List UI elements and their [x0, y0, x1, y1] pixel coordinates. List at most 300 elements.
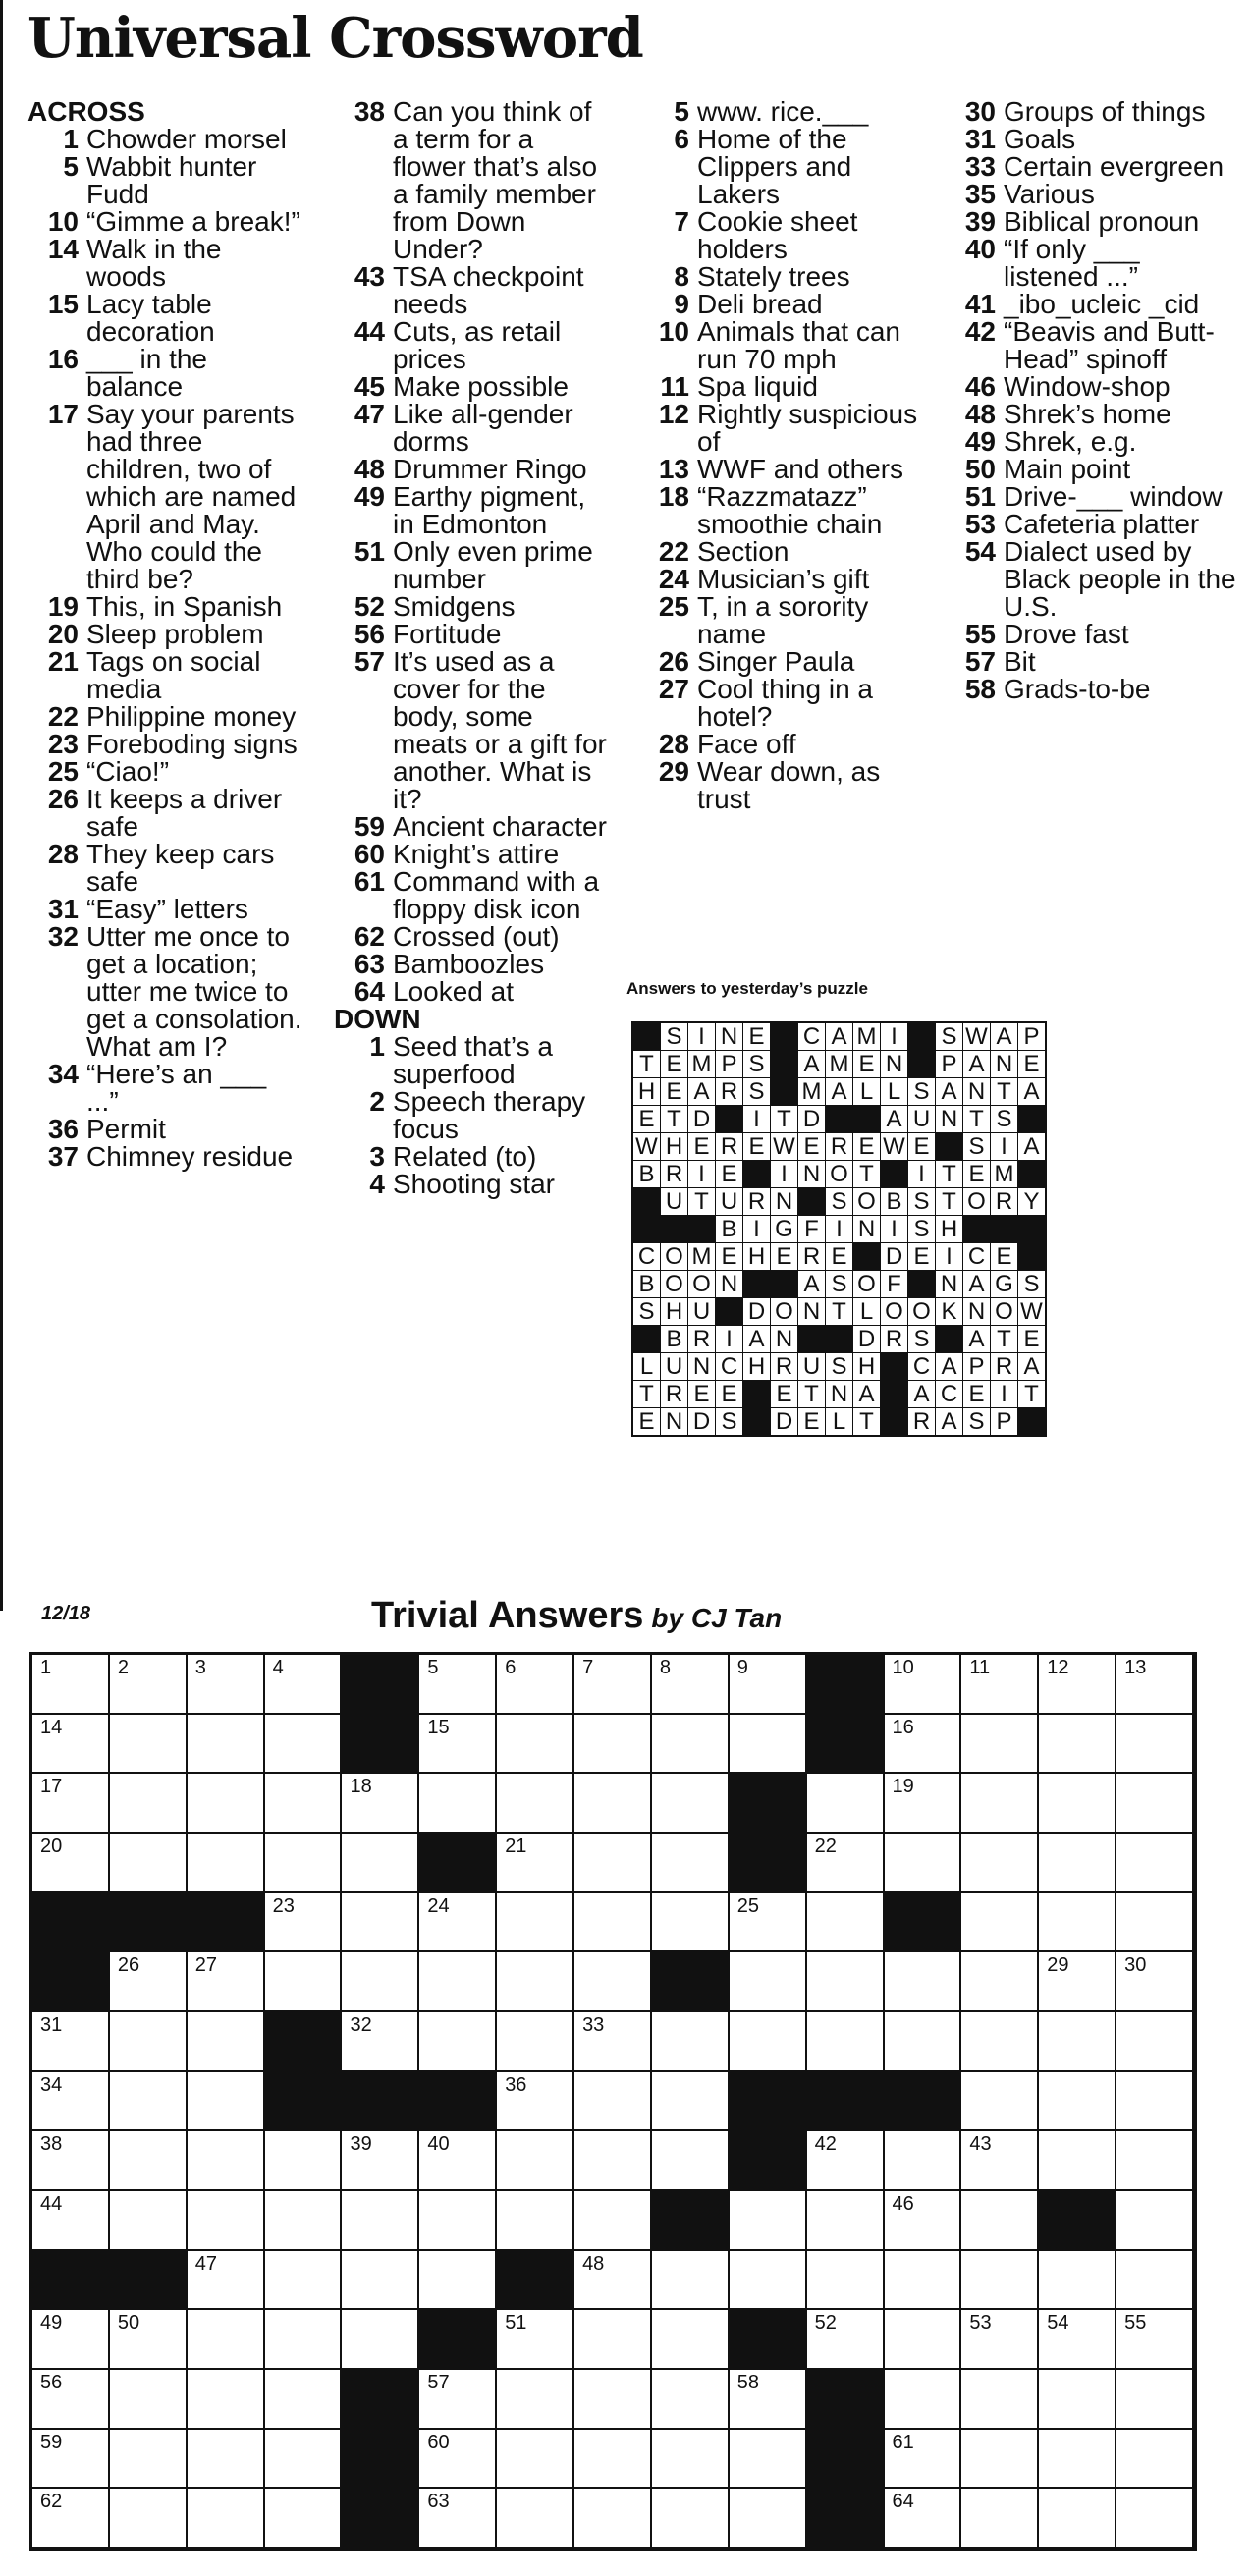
grid-cell[interactable] [807, 2251, 885, 2311]
grid-cell[interactable] [961, 1893, 1039, 1953]
clue-text: Cuts, as retail prices [393, 316, 562, 374]
grid-cell[interactable] [497, 1715, 574, 1775]
grid-cell[interactable] [885, 2489, 962, 2549]
grid-cell[interactable] [497, 2430, 574, 2490]
answer-letter: N [716, 1023, 743, 1051]
down-clue [945, 98, 1239, 126]
grid-cell[interactable] [497, 1774, 574, 1834]
grid-cell[interactable] [574, 1893, 652, 1953]
across-clue [27, 346, 302, 401]
clue-text: “Beavis and Butt-Head” spinoff [1004, 316, 1215, 374]
grid-number: 39 [350, 2133, 372, 2156]
across-clue [334, 923, 609, 951]
answer-block [771, 1023, 798, 1051]
grid-cell[interactable] [807, 2012, 885, 2072]
grid-cell[interactable] [574, 2370, 652, 2430]
grid-cell[interactable] [32, 1774, 110, 1834]
grid-cell[interactable] [265, 2489, 343, 2549]
grid-cell[interactable] [730, 1952, 807, 2012]
answer-letter: N [798, 1298, 826, 1326]
grid-cell[interactable] [807, 1952, 885, 2012]
grid-cell[interactable] [652, 2072, 730, 2132]
grid-cell[interactable] [730, 2489, 807, 2549]
clue-number: 38 [354, 96, 385, 127]
clue-text: Bamboozles [393, 949, 545, 979]
grid-cell[interactable] [1039, 1774, 1116, 1834]
clue-text: Wear down, as trust [697, 756, 881, 814]
clue-text: “Gimme a break!” [86, 206, 300, 237]
grid-cell[interactable] [32, 2430, 110, 2490]
clue-number: 25 [658, 591, 689, 622]
across-clue [27, 841, 302, 896]
grid-cell[interactable] [32, 1715, 110, 1775]
grid-cell[interactable] [807, 2310, 885, 2370]
grid-number: 52 [814, 2312, 837, 2334]
grid-cell[interactable] [961, 2310, 1039, 2370]
grid-block [885, 1893, 962, 1953]
grid-cell[interactable] [1039, 2251, 1116, 2311]
grid-cell[interactable] [730, 2370, 807, 2430]
grid-cell[interactable] [497, 2489, 574, 2549]
answer-block [1018, 1243, 1046, 1271]
grid-cell[interactable] [32, 2489, 110, 2549]
grid-cell[interactable] [730, 2430, 807, 2490]
grid-cell[interactable] [961, 2072, 1039, 2132]
down-clue [638, 126, 923, 208]
grid-cell[interactable] [497, 1834, 574, 1893]
clue-text: Earthy pigment, in Edmonton [393, 481, 586, 539]
grid-number: 6 [505, 1657, 517, 1678]
grid-cell[interactable] [342, 1834, 419, 1893]
grid-cell[interactable] [1116, 1655, 1194, 1715]
clue-text: Grads-to-be [1004, 674, 1151, 704]
grid-cell[interactable] [1116, 2012, 1194, 2072]
answer-letter: B [716, 1216, 743, 1243]
grid-number: 20 [40, 1836, 63, 1857]
grid-cell[interactable] [419, 2430, 497, 2490]
clue-number: 57 [964, 646, 996, 677]
grid-cell[interactable] [1039, 2310, 1116, 2370]
grid-cell[interactable] [110, 2489, 188, 2549]
answer-letter: A [936, 1353, 963, 1381]
grid-cell[interactable] [110, 1655, 188, 1715]
grid-cell[interactable] [961, 1834, 1039, 1893]
grid-cell[interactable] [1116, 2370, 1194, 2430]
grid-cell[interactable] [265, 2191, 343, 2251]
across-clue [27, 1116, 302, 1143]
grid-cell[interactable] [1039, 1834, 1116, 1893]
clue-text: Various [1004, 179, 1095, 209]
grid-number: 29 [1047, 1954, 1069, 1977]
answer-letter: Y [1018, 1188, 1046, 1216]
grid-cell[interactable] [497, 1893, 574, 1953]
grid-number: 26 [117, 1954, 140, 1977]
grid-cell[interactable] [419, 1715, 497, 1775]
answer-letter: R [826, 1133, 853, 1161]
grid-cell[interactable] [574, 1952, 652, 2012]
grid-cell[interactable] [188, 1655, 265, 1715]
grid-cell[interactable] [574, 2489, 652, 2549]
grid-cell[interactable] [342, 2012, 419, 2072]
grid-cell[interactable] [1116, 2430, 1194, 2490]
grid-cell[interactable] [652, 2370, 730, 2430]
grid-cell[interactable] [652, 1655, 730, 1715]
grid-cell[interactable] [110, 2072, 188, 2132]
grid-cell[interactable] [497, 2012, 574, 2072]
grid-cell[interactable] [885, 2251, 962, 2311]
grid-cell[interactable] [32, 2310, 110, 2370]
grid-cell[interactable] [1039, 2131, 1116, 2191]
clue-number: 39 [964, 206, 996, 237]
grid-cell[interactable] [265, 2131, 343, 2191]
clue-number: 48 [354, 454, 385, 484]
grid-cell[interactable] [342, 2131, 419, 2191]
answer-letter: C [798, 1023, 826, 1051]
clue-number: 14 [47, 234, 79, 264]
down-header: DOWN [334, 1004, 421, 1034]
grid-cell[interactable] [961, 2370, 1039, 2430]
grid-cell[interactable] [188, 2072, 265, 2132]
grid-cell[interactable] [342, 1774, 419, 1834]
grid-cell[interactable] [497, 2370, 574, 2430]
answer-letter: E [716, 1161, 743, 1188]
grid-cell[interactable] [652, 2131, 730, 2191]
answer-letter: S [743, 1051, 771, 1078]
grid-cell[interactable] [1039, 1952, 1116, 2012]
grid-cell[interactable] [265, 2370, 343, 2430]
answer-block [853, 1243, 881, 1271]
answer-letter: S [908, 1326, 936, 1353]
grid-cell[interactable] [885, 2012, 962, 2072]
clue-text: Wabbit hunter Fudd [86, 151, 257, 209]
grid-cell[interactable] [961, 2489, 1039, 2549]
answer-letter: N [826, 1381, 853, 1408]
grid-cell[interactable] [265, 1952, 343, 2012]
across-clue [334, 373, 609, 401]
grid-cell[interactable] [110, 2310, 188, 2370]
grid-cell[interactable] [32, 2012, 110, 2072]
grid-cell[interactable] [188, 1952, 265, 2012]
clue-number: 29 [658, 756, 689, 787]
grid-cell[interactable] [1039, 1655, 1116, 1715]
grid-cell[interactable] [885, 1774, 962, 1834]
grid-cell[interactable] [419, 1952, 497, 2012]
grid-cell[interactable] [574, 2131, 652, 2191]
grid-cell[interactable] [1116, 1952, 1194, 2012]
clues-column-3 [638, 98, 923, 813]
grid-cell[interactable] [807, 1774, 885, 1834]
grid-cell[interactable] [961, 2131, 1039, 2191]
grid-number: 40 [427, 2133, 450, 2156]
grid-cell[interactable] [1116, 2489, 1194, 2549]
grid-cell[interactable] [419, 1655, 497, 1715]
grid-cell[interactable] [110, 2191, 188, 2251]
grid-cell[interactable] [188, 1834, 265, 1893]
grid-cell[interactable] [188, 2012, 265, 2072]
clue-number: 22 [658, 536, 689, 567]
grid-cell[interactable] [730, 1715, 807, 1775]
answer-letter: E [661, 1078, 688, 1106]
grid-cell[interactable] [1039, 2012, 1116, 2072]
clue-number: 63 [354, 949, 385, 979]
grid-cell[interactable] [574, 2310, 652, 2370]
puzzle-title [371, 1595, 782, 1637]
grid-cell[interactable] [574, 1774, 652, 1834]
answer-block [1018, 1106, 1046, 1133]
grid-cell[interactable] [574, 2072, 652, 2132]
clue-text: “If only ___ listened ...” [1004, 234, 1140, 292]
grid-cell[interactable] [32, 1834, 110, 1893]
grid-cell[interactable] [419, 2370, 497, 2430]
answer-block [826, 1326, 853, 1353]
grid-cell[interactable] [1039, 2370, 1116, 2430]
grid-cell[interactable] [961, 1715, 1039, 1775]
answer-letter: M [853, 1023, 881, 1051]
grid-cell[interactable] [961, 1655, 1039, 1715]
answer-letter: A [743, 1326, 771, 1353]
grid-cell[interactable] [1116, 1834, 1194, 1893]
answer-letter: T [1018, 1381, 1046, 1408]
grid-cell[interactable] [574, 1715, 652, 1775]
answer-letter: F [798, 1216, 826, 1243]
answer-letter: T [936, 1161, 963, 1188]
grid-cell[interactable] [961, 2251, 1039, 2311]
grid-cell[interactable] [1039, 2072, 1116, 2132]
grid-number: 12 [1047, 1657, 1069, 1678]
across-clue [27, 731, 302, 758]
grid-cell[interactable] [730, 2251, 807, 2311]
clue-number: 60 [354, 839, 385, 869]
grid-cell[interactable] [32, 2131, 110, 2191]
grid-cell[interactable] [961, 1774, 1039, 1834]
grid-cell[interactable] [961, 1952, 1039, 2012]
grid-cell[interactable] [419, 1893, 497, 1953]
grid-cell[interactable] [1116, 2072, 1194, 2132]
clue-number: 11 [660, 371, 689, 402]
grid-cell[interactable] [110, 2370, 188, 2430]
grid-cell[interactable] [885, 2191, 962, 2251]
clue-text: Tags on social media [86, 646, 261, 704]
grid-cell[interactable] [188, 2489, 265, 2549]
clue-text: TSA checkpoint needs [393, 261, 584, 319]
answer-letter: M [826, 1051, 853, 1078]
grid-block [730, 2072, 807, 2132]
grid-cell[interactable] [342, 1893, 419, 1953]
grid-cell[interactable] [885, 2131, 962, 2191]
grid-cell[interactable] [574, 2251, 652, 2311]
grid-cell[interactable] [1116, 2131, 1194, 2191]
grid-cell[interactable] [110, 2131, 188, 2191]
grid-cell[interactable] [730, 1655, 807, 1715]
grid-cell[interactable] [497, 1952, 574, 2012]
answer-block [1018, 1161, 1046, 1188]
grid-cell[interactable] [885, 2430, 962, 2490]
grid-cell[interactable] [188, 2310, 265, 2370]
grid-cell[interactable] [652, 1834, 730, 1893]
grid-cell[interactable] [885, 1952, 962, 2012]
grid-cell[interactable] [1116, 1715, 1194, 1775]
grid-cell[interactable] [110, 1715, 188, 1775]
answer-letter: D [771, 1408, 798, 1436]
grid-cell[interactable] [265, 2310, 343, 2370]
grid-cell[interactable] [265, 2430, 343, 2490]
clue-text: Face off [697, 729, 796, 759]
grid-cell[interactable] [265, 1834, 343, 1893]
grid-cell[interactable] [419, 1774, 497, 1834]
clue-text: Dialect used by Black people in the U.S. [1004, 536, 1236, 622]
grid-cell[interactable] [961, 2430, 1039, 2490]
answer-letter: R [716, 1078, 743, 1106]
answer-block [633, 1023, 661, 1051]
grid-cell[interactable] [1116, 1774, 1194, 1834]
grid-number: 60 [427, 2431, 450, 2453]
grid-cell[interactable] [342, 2251, 419, 2311]
grid-cell[interactable] [574, 2191, 652, 2251]
grid-cell[interactable] [342, 2191, 419, 2251]
grid-number: 49 [40, 2312, 63, 2334]
grid-cell[interactable] [730, 1893, 807, 1953]
grid-cell[interactable] [342, 2310, 419, 2370]
grid-cell[interactable] [265, 1655, 343, 1715]
grid-cell[interactable] [188, 2191, 265, 2251]
grid-cell[interactable] [885, 1715, 962, 1775]
grid-cell[interactable] [885, 2370, 962, 2430]
grid-cell[interactable] [1039, 1893, 1116, 1953]
grid-cell[interactable] [188, 1715, 265, 1775]
grid-cell[interactable] [497, 1655, 574, 1715]
grid-number: 38 [40, 2133, 63, 2156]
grid-cell[interactable] [961, 2012, 1039, 2072]
grid-cell[interactable] [652, 2310, 730, 2370]
grid-cell[interactable] [730, 2012, 807, 2072]
answer-letter: B [633, 1271, 661, 1298]
grid-cell[interactable] [807, 1893, 885, 1953]
grid-cell[interactable] [1116, 2191, 1194, 2251]
grid-cell[interactable] [188, 2131, 265, 2191]
grid-cell[interactable] [1116, 2310, 1194, 2370]
grid-cell[interactable] [652, 2251, 730, 2311]
clue-number: 23 [47, 729, 79, 759]
answer-letter: T [936, 1188, 963, 1216]
grid-cell[interactable] [652, 1893, 730, 1953]
grid-cell[interactable] [574, 2430, 652, 2490]
grid-cell[interactable] [807, 1834, 885, 1893]
grid-cell[interactable] [265, 1715, 343, 1775]
grid-cell[interactable] [885, 2310, 962, 2370]
grid-cell[interactable] [1039, 2430, 1116, 2490]
grid-cell[interactable] [497, 2072, 574, 2132]
clue-text: Looked at [393, 976, 514, 1007]
down-clue [638, 98, 923, 126]
grid-number: 24 [427, 1894, 450, 1917]
grid-cell[interactable] [1039, 2489, 1116, 2549]
grid-cell[interactable] [574, 2012, 652, 2072]
grid-cell[interactable] [885, 1834, 962, 1893]
grid-cell[interactable] [497, 2191, 574, 2251]
answer-letter: W [881, 1133, 908, 1161]
grid-cell[interactable] [885, 1655, 962, 1715]
grid-cell[interactable] [110, 1774, 188, 1834]
grid-cell[interactable] [1116, 2251, 1194, 2311]
across-clue [27, 291, 302, 346]
answer-letter: W [963, 1023, 991, 1051]
answer-letter: A [853, 1381, 881, 1408]
grid-cell[interactable] [652, 1715, 730, 1775]
grid-cell[interactable] [652, 2430, 730, 2490]
grid-cell[interactable] [807, 2131, 885, 2191]
grid-cell[interactable] [419, 2191, 497, 2251]
down-clue [945, 318, 1239, 373]
clue-text: “Ciao!” [86, 756, 170, 787]
across-clue [334, 978, 609, 1006]
grid-cell[interactable] [32, 2370, 110, 2430]
grid-cell[interactable] [574, 1655, 652, 1715]
clue-text: Window-shop [1004, 371, 1170, 402]
clue-number: 26 [47, 784, 79, 814]
grid-number: 18 [350, 1776, 372, 1798]
grid-cell[interactable] [574, 1834, 652, 1893]
grid-cell[interactable] [419, 2012, 497, 2072]
answer-letter: S [826, 1353, 853, 1381]
grid-cell[interactable] [497, 2131, 574, 2191]
grid-cell[interactable] [265, 2251, 343, 2311]
grid-cell[interactable] [188, 2430, 265, 2490]
grid-cell[interactable] [188, 1774, 265, 1834]
grid-cell[interactable] [652, 1774, 730, 1834]
grid-cell[interactable] [110, 2430, 188, 2490]
grid-cell[interactable] [265, 1893, 343, 1953]
grid-cell[interactable] [32, 2191, 110, 2251]
grid-cell[interactable] [265, 1774, 343, 1834]
grid-cell[interactable] [497, 2310, 574, 2370]
clue-text: Walk in the woods [86, 234, 222, 292]
grid-block [419, 1834, 497, 1893]
grid-cell[interactable] [961, 2191, 1039, 2251]
across-clue [334, 621, 609, 648]
clue-text: Chowder morsel [86, 124, 287, 154]
grid-block [807, 2072, 885, 2132]
clue-text: Goals [1004, 124, 1076, 154]
answer-letter: E [853, 1051, 881, 1078]
grid-block [807, 1715, 885, 1775]
grid-cell[interactable] [110, 2012, 188, 2072]
grid-cell[interactable] [32, 2072, 110, 2132]
grid-block [110, 1893, 188, 1953]
answer-letter: U [661, 1188, 688, 1216]
grid-block [1039, 2191, 1116, 2251]
grid-cell[interactable] [807, 2191, 885, 2251]
grid-number: 16 [892, 1716, 914, 1738]
grid-cell[interactable] [1039, 1715, 1116, 1775]
grid-cell[interactable] [730, 2191, 807, 2251]
grid-cell[interactable] [419, 2251, 497, 2311]
grid-cell[interactable] [1116, 1893, 1194, 1953]
grid-cell[interactable] [188, 2370, 265, 2430]
grid-cell[interactable] [652, 2012, 730, 2072]
answer-letter: N [936, 1271, 963, 1298]
grid-cell[interactable] [110, 1834, 188, 1893]
grid-cell[interactable] [110, 1952, 188, 2012]
grid-cell[interactable] [188, 2251, 265, 2311]
clue-text: WWF and others [697, 454, 904, 484]
grid-cell[interactable] [342, 1952, 419, 2012]
grid-cell[interactable] [419, 2489, 497, 2549]
grid-cell[interactable] [652, 2489, 730, 2549]
across-clue [334, 401, 609, 456]
grid-cell[interactable] [419, 2131, 497, 2191]
grid-cell[interactable] [32, 1655, 110, 1715]
down-clue [945, 676, 1239, 703]
